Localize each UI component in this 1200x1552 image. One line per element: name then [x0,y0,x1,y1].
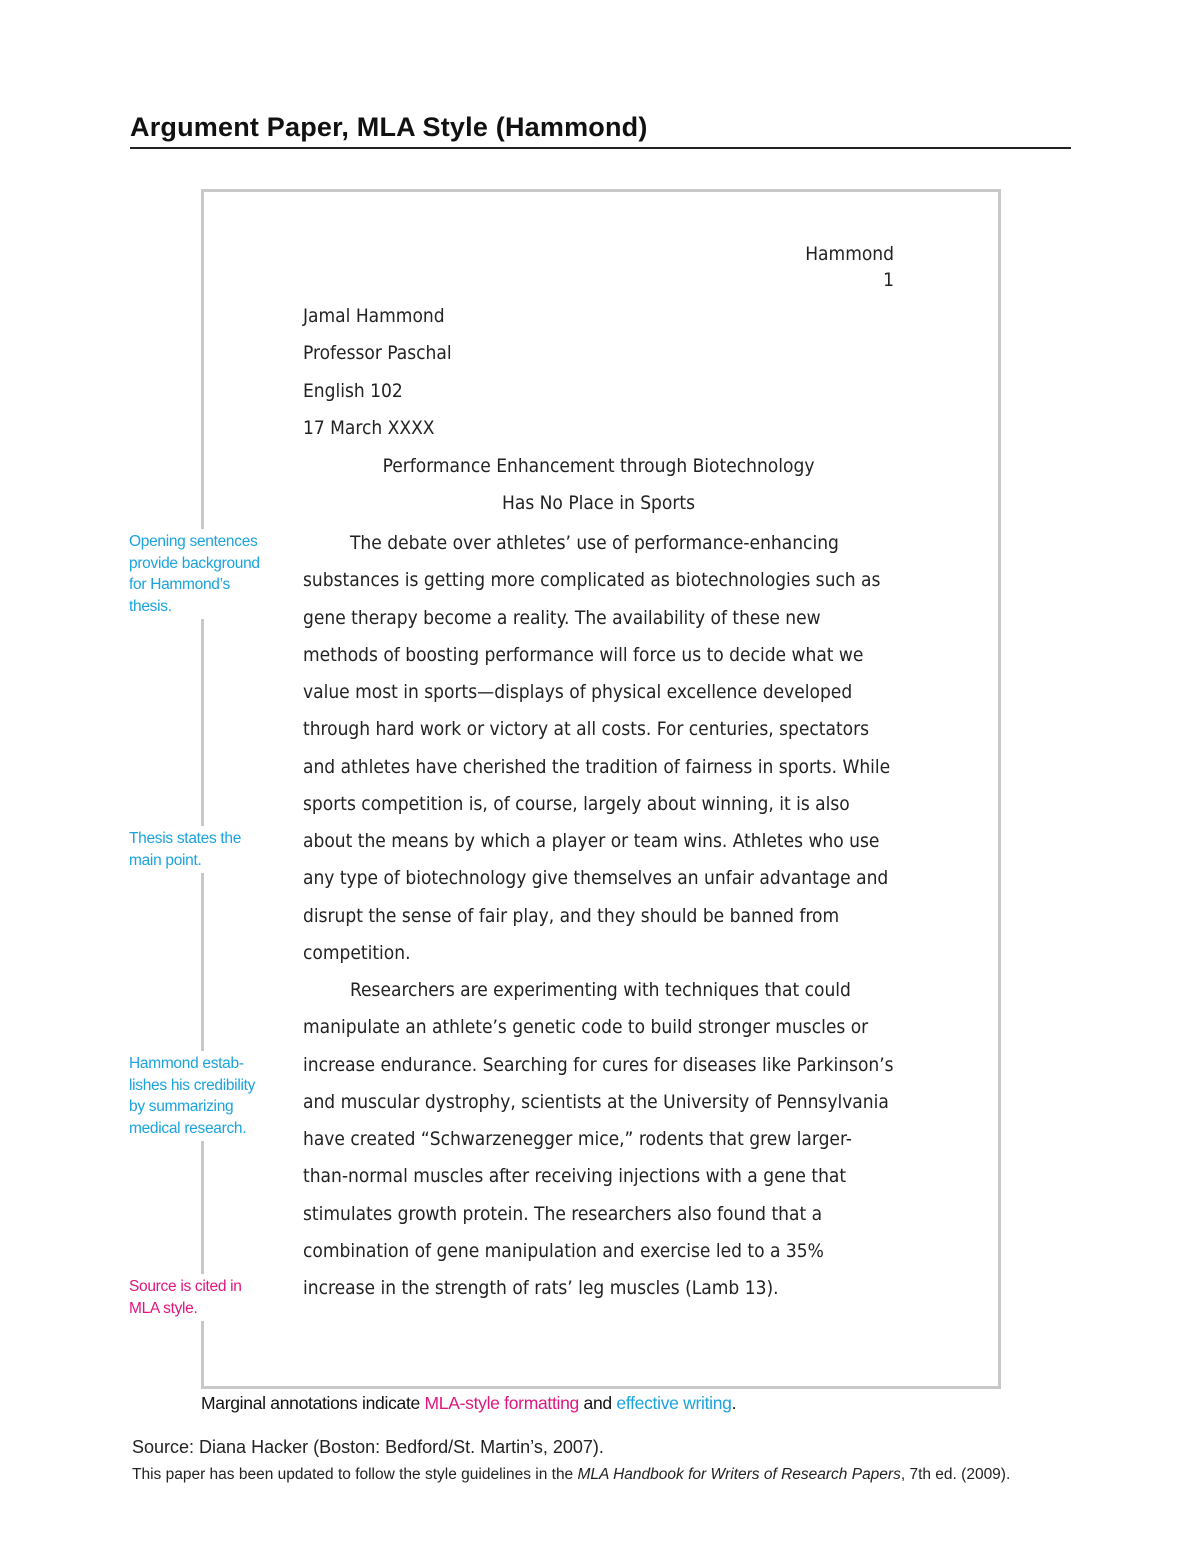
annotation-citation: Source is cited in MLA style. [129,1274,267,1321]
legend-mla-formatting: MLA-style formatting [424,1393,579,1413]
course-name: English 102 [303,379,403,402]
legend-effective-writing: effective writing [616,1393,732,1413]
paper-title-line-1: Performance Enhancement through Biotechnology [382,455,815,477]
legend-prefix: Marginal annotations indicate [201,1393,425,1413]
update-suffix: , 7th ed. (2009). [900,1466,1011,1483]
annotation-legend [201,1393,736,1414]
page-title: Argument Paper, MLA Style (Hammond) [130,112,648,142]
body-paragraph-2: Researchers are experimenting with techniques that could manipulate an athlete’s genetic code to build stronger muscles or increase endurance. Searching for cures for diseases like Parkinson’s and muscular dystrophy, scientists at the University of Pennsylvania have created “Schwarzenegger mice,” rodents that grew larger-than-normal muscles after receiving injections with a gene that stimulates growth protein. The researchers also found that a combination of gene manipulation and exercise led to a 35% increase in the strength of rats’ leg muscles (Lamb 13). [303,979,894,1299]
update-note [132,1463,1052,1487]
annotation-credibility: Hammond estab-lishes his credibility by summarizing medical research. [129,1051,267,1141]
legend-suffix: . [731,1393,737,1413]
update-prefix: This paper has been updated to follow the style guidelines in the [132,1466,578,1483]
annotation-thesis: Thesis states the main point. [129,826,267,873]
running-head: Hammond 1 [805,243,894,291]
student-name: Jamal Hammond [303,305,445,327]
annotation-opening: Opening sentences provide background for Hammond’s thesis. [129,529,267,619]
handbook-title: MLA Handbook for Writers of Research Papers [577,1466,901,1483]
paper-title [303,450,894,525]
mla-heading [303,300,903,449]
title-divider [130,147,1071,149]
paper-title-line-2: Has No Place in Sports [501,492,695,515]
paper-date: 17 March XXXX [303,416,435,439]
body-paragraph-1: The debate over athletes’ use of performance-enhancing substances is getting more complicated as biotechnologies such as gene therapy become a reality. The availability of these new methods of boosting performance will force us to decide what we value most in sports—displays of physical excellence developed through hard work or victory at all costs. For centuries, spectators and athletes have cherished the tradition of fairness in sports. While sports competition is, of course, largely about winning, it is also about the means by which a player or team wins. Athletes who use any type of biotechnology give themselves an unfair advantage and disrupt the sense of fair play, and they should be banned from competition. [303,532,891,964]
source-note: Source: Diana Hacker (Boston: Bedford/St. Martin’s, 2007). [132,1437,604,1457]
paper-body [303,525,895,1307]
legend-and: and [578,1393,617,1413]
instructor-name: Professor Paschal [303,342,452,365]
